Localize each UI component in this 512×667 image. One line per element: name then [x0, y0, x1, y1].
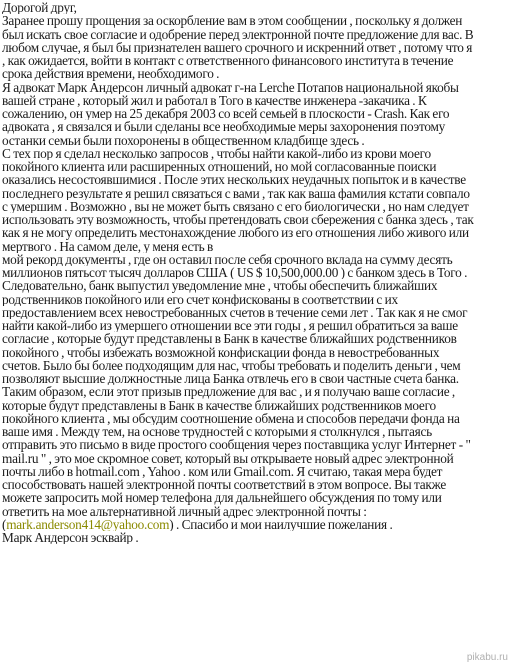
- letter-line: срока действия времени, необходимого .: [2, 67, 220, 81]
- letter-line: которые будут представлены в Банк в качестве ближайших родственников моего: [2, 398, 436, 412]
- letter-line: покойного клиента или расширенных отношений, но мой согласованные поиски: [2, 160, 437, 174]
- letter-line: С тех пор я сделал несколько запросов , чтобы найти какой-либо из крови моего: [2, 146, 431, 160]
- letter-line: родственников покойного или его счет конфискованы в соответствии с их: [2, 292, 398, 306]
- letter-line: mail.ru " , это мое скромное совет, который вы открываете новый адрес электронной: [2, 451, 454, 465]
- letter-line: способствовать нашей электронной почты соответствий в этом вопросе. Вы также: [2, 478, 446, 492]
- letter-line: ответить на мое альтернативной личный адрес электронной почты :: [2, 504, 367, 518]
- letter-line: можете запросить мой номер телефона для дальнейшего обсуждения по тому или: [2, 491, 442, 505]
- letter-lines: [2, 1, 507, 518]
- letter-line: Таким образом, если этот призыв предложение для вас , и я получаю ваше согласие ,: [2, 385, 455, 399]
- letter-line: миллионов пятьсот тысяч долларов США ( US $ 10,500,000.00 ) с банком здесь в Того .: [2, 266, 468, 280]
- letter-line: Следовательно, банк выпустил уведомление мне , чтобы обеспечить ближайших: [2, 279, 438, 293]
- letter-line: адвоката , я связался и были сделаны все необходимые меры захоронения поэтому: [2, 120, 446, 134]
- signature: Марк Андерсон эсквайр .: [2, 531, 139, 545]
- letter-line: останки семьи были похоронены в общественном кладбище здесь .: [2, 133, 365, 147]
- letter-line: как я не могу определить местонахождение любого из его отношения либо живого или: [2, 226, 469, 240]
- email-suffix: ) . Спасибо и мои наилучшие пожелания .: [169, 517, 393, 531]
- letter-line: покойного клиента , мы обсудим соотношение обмена и способов передачи фонда на: [2, 411, 460, 425]
- letter-line: мертвого . На самом деле, у меня есть в: [2, 239, 214, 253]
- letter-line: Дорогой друг,: [2, 1, 77, 15]
- letter-body: [2, 1, 507, 544]
- letter-line: ваше имя . Между тем, на основе трудностей с которыми я столкнулся , пытаясь: [2, 425, 432, 439]
- letter-line: найти какой-либо из умершего отношении все эти годы , я решил обратиться за ваше: [2, 319, 458, 333]
- letter-line: был искать свое согласие и одобрение перед электронной почте предложение для вас. В: [2, 27, 474, 41]
- letter-line: оказались несостоявшимися . После этих нескольких неудачных попыток и в качестве: [2, 173, 466, 187]
- watermark-logo: pikabu.ru: [466, 652, 508, 663]
- letter-line: Я адвокат Марк Андерсон личный адвокат г-на Lerche Потапов национальной якобы: [2, 80, 459, 94]
- letter-line: счетов. Было бы более подходящим для нас, чтобы требовать и поделить деньги , чем: [2, 358, 461, 372]
- letter-line: Заранее прошу прощения за оскорбление вам в этом сообщении , поскольку я должен: [2, 14, 463, 28]
- letter-line: покойного , чтобы избежать возможной конфискации фонда в невостребованных: [2, 345, 440, 359]
- letter-line: с умершим . Возможно , вы не может быть связано с его биологически , но нам следует: [2, 199, 469, 213]
- letter-line: согласие , которые будут представлены в Банк в качестве ближайших родственников: [2, 332, 457, 346]
- letter-line: любом случае, я был бы признателен вашего срочного и искренний ответ , потому что я: [2, 40, 473, 54]
- letter-line: предоставлением всех невостребованных счетов в течение семи лет . Так как я не смог: [2, 305, 468, 319]
- letter-line: последнего результате я решил связаться с вами , так как ваша фамилия кстати совпало: [2, 186, 470, 200]
- letter-line: отправить это письмо в виде простого сообщения через поставщика услуг Интернет - ": [2, 438, 471, 452]
- letter-line: почты либо в hotmail.com , Yahoo . ком или Gmail.com. Я считаю, такая мера будет: [2, 464, 443, 478]
- letter-line: , как ожидается, войти в контакт с ответственного финансового института в течение: [2, 54, 454, 68]
- email-address: mark.anderson414@yahoo.com: [6, 517, 170, 531]
- letter-line: сожалению, он умер на 25 декабря 2003 со всей семьей в плоскости - Crash. Как его: [2, 107, 450, 121]
- email-line: [2, 518, 507, 531]
- email-prefix: (: [2, 517, 7, 531]
- letter-line: позволяют высшие должностные лица Банка отвлечь его в свои частные счета банка.: [2, 372, 459, 386]
- letter-line: использовать эту возможность, чтобы претендовать свои сбережения с банка здесь , так: [2, 213, 474, 227]
- letter-line: мой рекорд документы , где он оставил после себя срочного вклада на сумму десять: [2, 252, 453, 266]
- letter-line: вашей стране , который жил и работал в Того в качестве инженера -закачика . К: [2, 93, 427, 107]
